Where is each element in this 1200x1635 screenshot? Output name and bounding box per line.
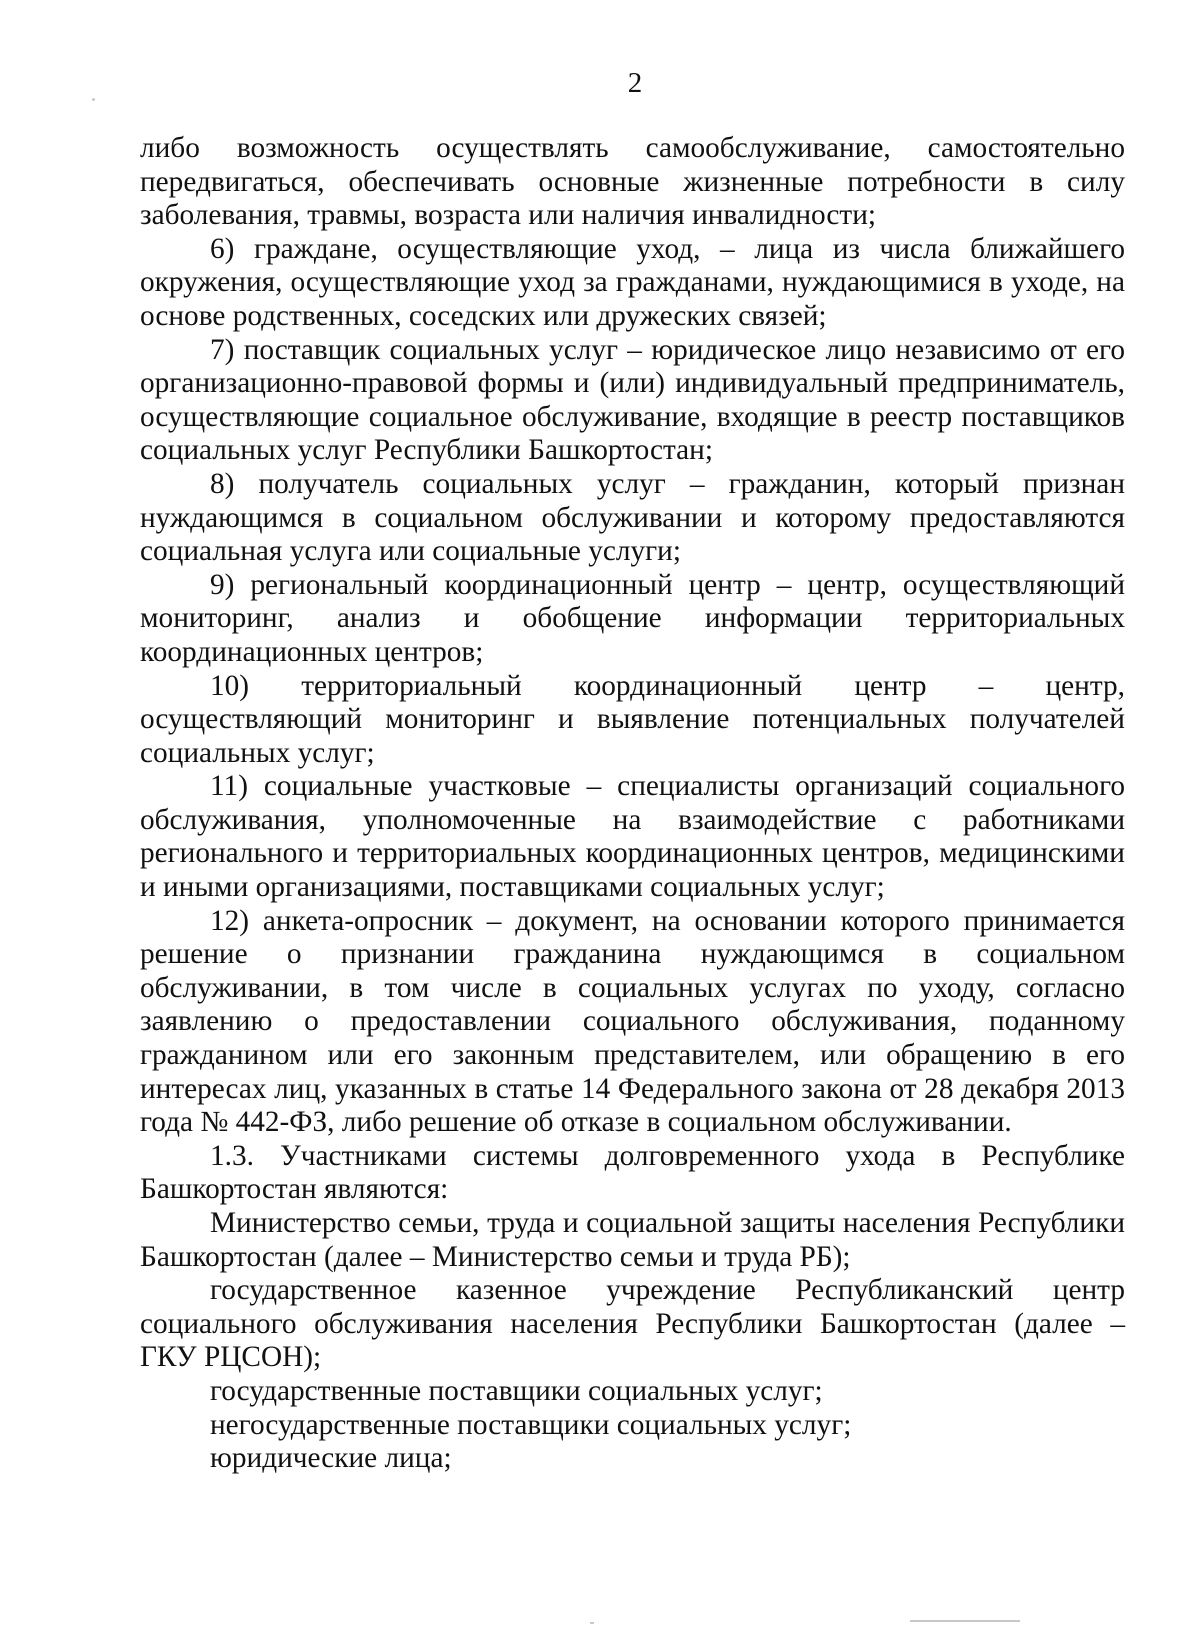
page-number: 2: [627, 67, 643, 99]
participant-gku-rcson: государственное казенное учреждение Республиканский центр социального обслуживания населения Республики Башкортостан (далее – ГКУ РЦСОН);: [140, 1274, 1125, 1374]
definition-10: 10) территориальный координационный центр – центр, осуществляющий мониторинг и выявление потенциальных получателей социальных услуг;: [140, 669, 1125, 769]
definition-11: 11) социальные участковые – специалисты организаций социального обслуживания, уполномоченные на взаимодействие с работниками регионального и территориальных координационных центров, медицинскими и иными организациями, поставщиками социальных услуг;: [140, 770, 1125, 904]
participant-state-providers: государственные поставщики социальных услуг;: [210, 1374, 823, 1407]
definition-12: 12) анкета-опросник – документ, на основании которого принимается решение о признании гражданина нуждающимся в социальном обслуживании, в том числе в социальных услугах по уходу, согласно заявлению о предоставлении социального обслуживания, поданному гражданином или его законным представителем, или обращению в его интересах лиц, указанных в статье 14 Федерального закона от 28 декабря 2013 года № 442-ФЗ, либо решение об отказе в социальном обслуживании.: [140, 904, 1125, 1139]
paragraph-continuation: либо возможность осуществлять самообслуживание, самостоятельно передвигаться, обеспечивать основные жизненные потребности в силу заболевания, травмы, возраста или наличия инвалидности;: [140, 132, 1125, 232]
participant-legal-entities: юридические лица;: [210, 1442, 452, 1475]
definition-7: 7) поставщик социальных услуг – юридическое лицо независимо от его организационно-правовой формы и (или) индивидуальный предприниматель, осуществляющие социальное обслуживание, входящие в реестр поставщиков социальных услуг Республики Башкортостан;: [140, 333, 1125, 467]
participant-ministry: Министерство семьи, труда и социальной защиты населения Республики Башкортостан (далее – Министерство семьи и труда РБ);: [140, 1207, 1125, 1273]
definition-8: 8) получатель социальных услуг – гражданин, который признан нуждающимся в социальном обслуживании и которому предоставляются социальная услуга или социальные услуги;: [140, 467, 1125, 568]
definition-9: 9) региональный координационный центр – центр, осуществляющий мониторинг, анализ и обобщение информации территориальных координационных центров;: [140, 568, 1125, 668]
scan-artifact: [590, 1622, 594, 1624]
section-1-3: 1.3. Участниками системы долговременного ухода в Республике Башкортостан являются:: [140, 1139, 1125, 1206]
scan-artifact: [910, 1620, 1020, 1622]
participant-nonstate-providers: негосударственные поставщики социальных услуг;: [210, 1408, 852, 1441]
definition-6: 6) граждане, осуществляющие уход, – лица из числа ближайшего окружения, осуществляющие уход за гражданами, нуждающимися в уходе, на основе родственных, соседских или дружеских связей;: [140, 232, 1125, 332]
document-body: [140, 132, 1125, 1476]
